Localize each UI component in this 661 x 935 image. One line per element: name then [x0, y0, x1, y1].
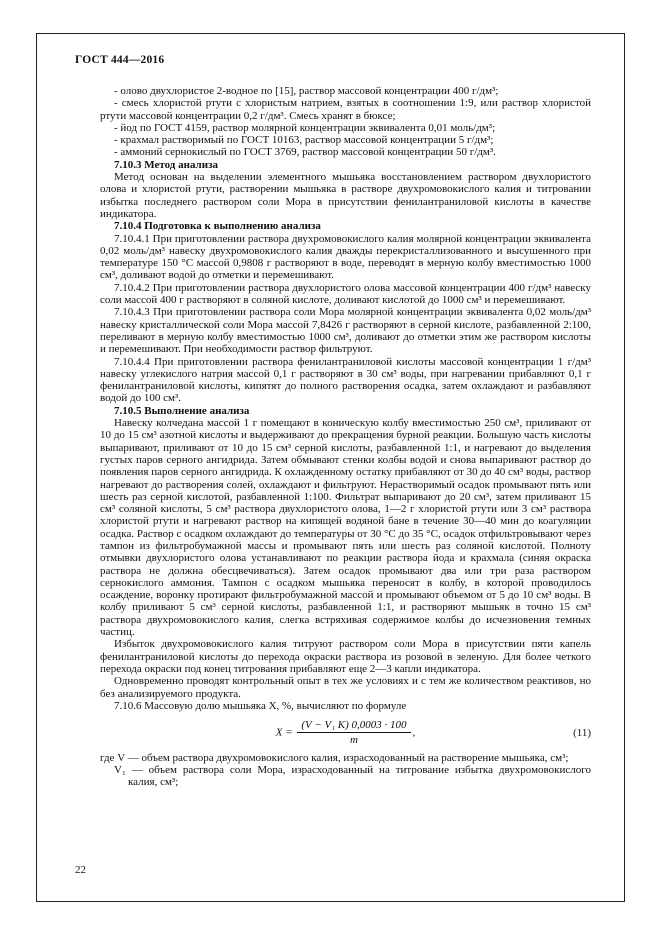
- formula: [100, 719, 591, 747]
- paragraph: 7.10.4.4 При приготовлении раствора фенилантраниловой кислоты массовой концентрации 1 г/дм³ навеску углекислого натрия массой 0,1 г растворяют в 30 см³ воды, при нагревании прибавляют 0,1 г фенилантраниловой кислоты, кипятят до полного растворения осадка, затем охлаждают и разбавляют водой до 100 см³.: [100, 355, 591, 405]
- document-body: [100, 85, 591, 789]
- fraction: [297, 719, 410, 747]
- paragraph: 7.10.4.1 При приготовлении раствора двухромовокислого калия молярной концентрации эквивалента 0,02 моль/дм³ навеску двухромовокислого калия дважды перекристаллизованного и высушенного при температуре 150 °С массой 0,9808 г растворяют в воде, переводят в мерную колбу вместимостью 1000 см³, доливают водой до отметки и перемешивают.: [100, 232, 591, 282]
- page-number: 22: [75, 864, 86, 876]
- paragraph: 7.10.6 Массовую долю мышьяка X, %, вычисляют по формуле: [114, 699, 407, 712]
- paragraph: Навеску колчедана массой 1 г помещают в коническую колбу вместимостью 250 см³, приливают от 10 до 15 см³ азотной кислоты и выдерживают до прекращения бурной реакции. Большую часть кислоты выпаривают, приливают от 10 до 15 см³ серной кислоты, разбавленной 1:1, и нагревают до выделения густых паров серного ангидрида. Затем обмывают стенки колбы водой и снова выпаривают раствор до появления паров серного ангидрида. К охлажденному остатку прибавляют от 30 до 40 см³ воды, раствор нагревают до растворения солей, охлаждают и фильтруют. Нерастворимый осадок промывают пять или шесть раз серной кислотой, разбавленной 1:100. Фильтрат выпаривают до 20 см³, затем приливают 15 см³ соляной кислоты, 5 см³ раствора двухлористого олова, 1—2 г хлористой ртути или 3 см³ раствора хлористой ртути и нагревают раствор на кипящей водяной бане в течение 30—40 мин до коагуляции осадка. Раствор с осадком охлаждают до температуры от 30 °С до 35 °С, осадок отфильтровывают через тампон из фильтробумажной массы и промывают пять или шесть раз соляной кислотой. Полноту отмывки двухлористого олова устанавливают по реакции раствора йода и крахмала (синяя окраска раствора не должна обесцвечиваться). Затем осадок промывают два или три раза раствором сернокислого аммония. Тампон с осадком мышьяка переносят в колбу, в которой проводилось осаждение, воронку протирают фильтробумажной массой и промывают объемом от 5 до 10 см³ воды. В колбу приливают 5 см³ серной кислоты, разбавленной 1:1, и растворяют мышьяк в точно 15 см³ раствора двухромовокислого калия, слегка встряхивая содержимое колбы до исчезновения темных частиц.: [100, 417, 591, 639]
- formula-legend-line: где V — объем раствора двухромовокислого калия, израсходованный на растворение мышьяка, см³;: [100, 751, 569, 764]
- list-item: - смесь хлористой ртути с хлористым натрием, взятых в соотношении 1:9, или раствор хлористой ртути массовой концентрации 0,2 г/дм³. Смесь хранят в бюксе;: [100, 97, 591, 122]
- list-item: - олово двухлористое 2-водное по [15], раствор массовой концентрации 400 г/дм³;: [114, 85, 499, 97]
- paragraph: Метод основан на выделении элементного мышьяка восстановлением раствором двухлористого олова и хлористой ртути, растворении мышьяка в растворе двухромовокислого калия и титровании избытка последнего раствором соли Мора в присутствии фенилантраниловой кислоты в качестве индикатора.: [100, 171, 591, 220]
- paragraph: 7.10.4.2 При приготовлении раствора двухлористого олова массовой концентрации 400 г/дм³ навеску соли массой 400 г растворяют в соляной кислоте, доливают кислотой до 1000 см³ и перемешивают.: [100, 281, 591, 307]
- list-item: - йод по ГОСТ 4159, раствор молярной концентрации эквивалента 0,01 моль/дм³;: [114, 121, 496, 134]
- section-heading: 7.10.3 Метод анализа: [114, 158, 218, 171]
- list-item: - аммоний сернокислый по ГОСТ 3769, раствор массовой концентрации 50 г/дм³.: [114, 146, 496, 159]
- formula-lhs: X: [275, 726, 283, 739]
- paragraph: 7.10.4.3 При приготовлении раствора соли Мора молярной концентрации эквивалента 0,02 моль/дм³ навеску кристаллической соли Мора массой 7,8426 г растворяют в серной кислоте, разбавленной 2:100, переливают в мерную колбу вместимостью 1000 см³, доливают до отметки этим же раствором кислоты и перемешивают. При необходимости раствор фильтруют.: [100, 306, 591, 356]
- section-heading: 7.10.4 Подготовка к выполнению анализа: [114, 220, 321, 233]
- formula-number: (11): [573, 726, 591, 739]
- list-item: - крахмал растворимый по ГОСТ 10163, раствор массовой концентрации 5 г/дм³;: [114, 134, 494, 147]
- section-heading: 7.10.5 Выполнение анализа: [114, 404, 250, 417]
- formula-expression: [276, 719, 416, 747]
- paragraph: Одновременно проводят контрольный опыт в тех же условиях и с тем же количеством реактивов, но без анализируемого продукта.: [100, 675, 591, 700]
- formula-legend-line: V₁ — объем раствора соли Мора, израсходованный на титрование избытка двухромовокислого калия, см³;: [114, 764, 591, 789]
- fraction-numerator: (V − V₁ K) 0,0003 · 100: [297, 719, 410, 733]
- equals-sign: =: [282, 726, 296, 739]
- paragraph: Избыток двухромовокислого калия титруют раствором соли Мора в присутствии пяти капель фенилантраниловой кислоты до перехода окраски раствора из розовой в зеленую. Для более четкого перехода окраски под конец титрования прибавляют еще 2—3 капли индикатора.: [100, 638, 591, 675]
- document-header: ГОСТ 444—2016: [75, 54, 165, 66]
- fraction-denominator: m: [349, 734, 358, 747]
- formula-trailing: ,: [412, 726, 416, 739]
